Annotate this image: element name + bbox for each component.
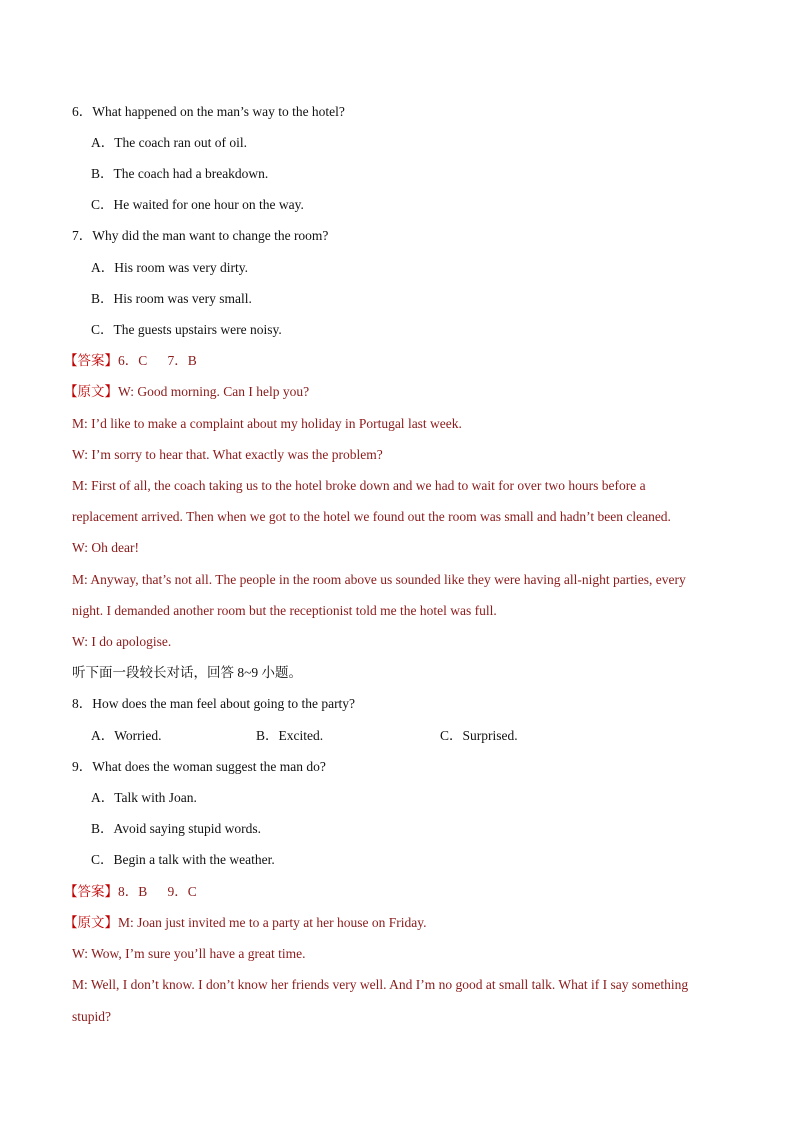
transcript-line: W: Wow, I’m sure you’ll have a great time. <box>72 946 306 961</box>
answer-label: 【答案】 <box>64 353 118 368</box>
transcript-label: 【原文】 <box>64 915 118 930</box>
question-9-option-a: A．Talk with Joan. <box>91 790 197 805</box>
transcript-line: M: Joan just invited me to a party at her house on Friday. <box>118 915 427 930</box>
transcript-line: M: Well, I don’t know. I don’t know her friends very well. And I’m no good at small talk. What if I say something <box>72 977 689 992</box>
question-9: 9．What does the woman suggest the man do? <box>72 759 326 774</box>
transcript-first-line-2 <box>64 914 426 932</box>
question-6-option-c: C．He waited for one hour on the way. <box>91 197 304 212</box>
question-8: 8．How does the man feel about going to the party? <box>72 696 356 711</box>
section-instruction: 听下面一段较长对话，回答 8~9 小题。 <box>72 665 303 680</box>
answer-label: 【答案】 <box>64 884 118 899</box>
transcript-line: W: I’m sorry to hear that. What exactly was the problem? <box>72 447 383 462</box>
transcript-line: M: Anyway, that’s not all. The people in the room above us sounded like they were having all-night parties, every <box>72 572 686 587</box>
transcript-line: night. I demanded another room but the receptionist told me the hotel was full. <box>72 603 497 618</box>
question-7-option-b: B．His room was very small. <box>91 291 252 306</box>
question-8-option-b: B．Excited. <box>256 728 324 743</box>
question-9-option-c: C．Begin a talk with the weather. <box>91 852 275 867</box>
transcript-line: W: Good morning. Can I help you? <box>118 384 310 399</box>
question-8-option-a: A．Worried. <box>91 728 162 743</box>
transcript-label: 【原文】 <box>64 384 118 399</box>
transcript-line: M: I’d like to make a complaint about my holiday in Portugal last week. <box>72 416 462 431</box>
transcript-line: replacement arrived. Then when we got to the hotel we found out the room was small and hadn’t been cleaned. <box>72 509 671 524</box>
transcript-line: W: Oh dear! <box>72 540 139 555</box>
answer-line-1 <box>64 352 197 370</box>
transcript-first-line-1 <box>64 383 309 401</box>
answer-line-2 <box>64 883 197 901</box>
question-8-option-c: C．Surprised. <box>440 728 518 743</box>
transcript-line: W: I do apologise. <box>72 634 172 649</box>
answer-value: 8．B 9．C <box>118 884 197 899</box>
question-6: 6．What happened on the man’s way to the hotel? <box>72 104 345 119</box>
question-6-option-a: A．The coach ran out of oil. <box>91 135 247 150</box>
question-7-option-a: A．His room was very dirty. <box>91 260 248 275</box>
question-9-option-b: B．Avoid saying stupid words. <box>91 821 262 836</box>
transcript-line: M: First of all, the coach taking us to the hotel broke down and we had to wait for over two hours before a <box>72 478 646 493</box>
transcript-line: stupid? <box>72 1009 111 1024</box>
answer-value: 6．C 7．B <box>118 353 197 368</box>
question-7-option-c: C．The guests upstairs were noisy. <box>91 322 282 337</box>
question-6-option-b: B．The coach had a breakdown. <box>91 166 269 181</box>
question-7: 7．Why did the man want to change the room? <box>72 228 329 243</box>
